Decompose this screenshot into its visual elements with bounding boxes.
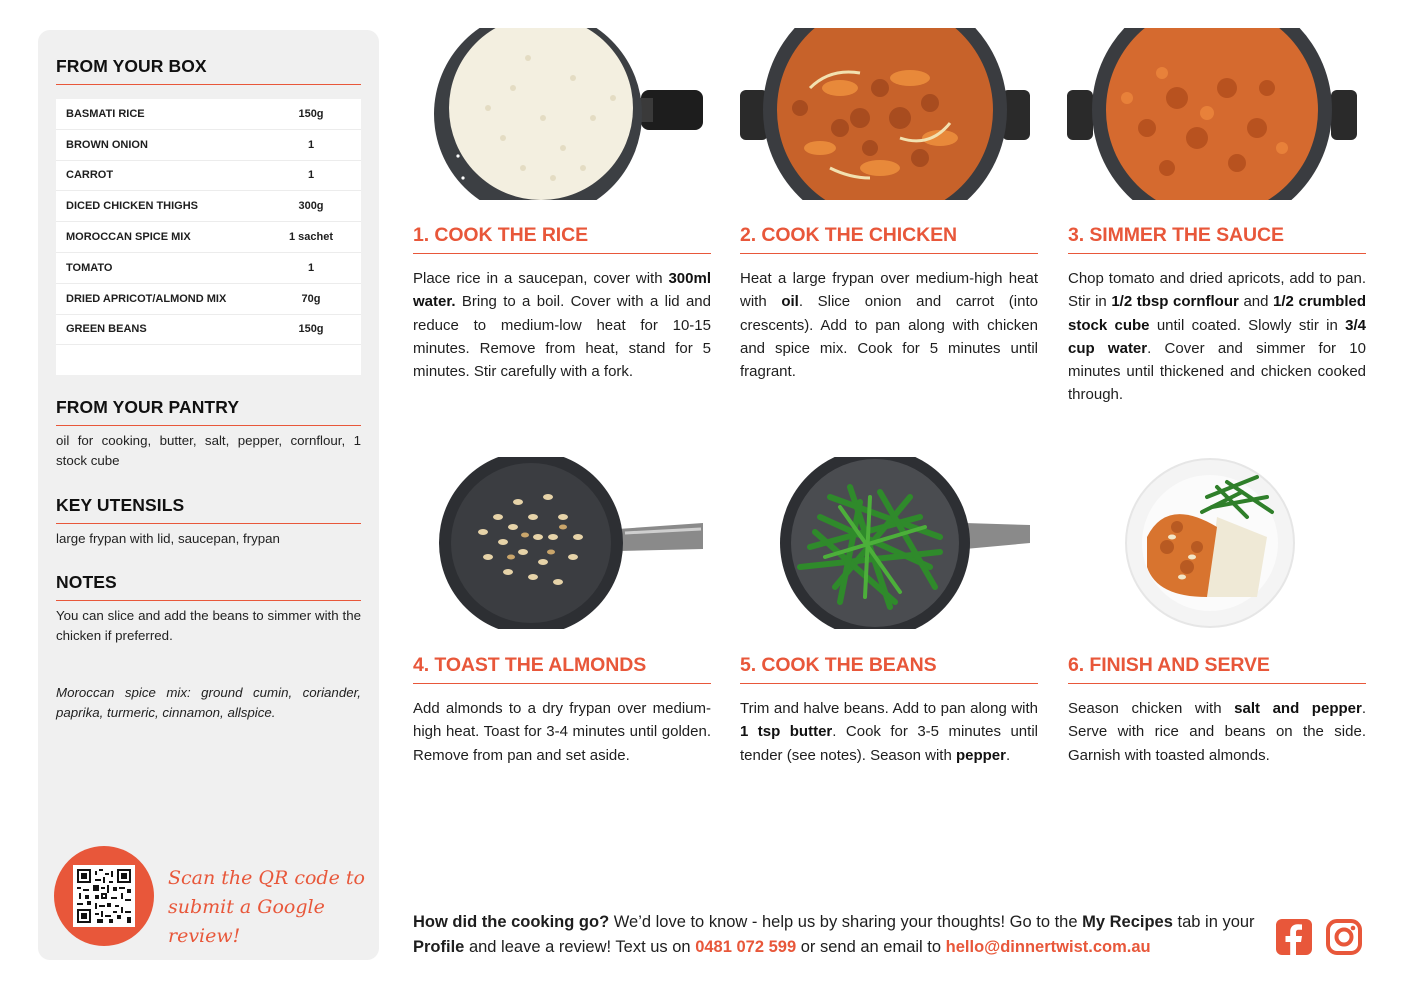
pantry-title: FROM YOUR PANTRY: [56, 397, 361, 426]
step-text: Season chicken with: [1068, 700, 1235, 717]
step-text: Place rice in a saucepan, cover with: [413, 270, 669, 287]
step-highlight: oil: [781, 293, 799, 311]
step-text: Add almonds to a dry frypan over medium-high heat. Toast for 3-4 minutes until golden. Remove from pan and set aside.: [413, 700, 711, 764]
ingredients-table: [56, 99, 361, 375]
my-recipes-link[interactable]: My Recipes: [1082, 913, 1173, 931]
step-5-image: [740, 457, 1030, 629]
step-text: . Slice onion and carrot (into crescents). Add to pan along with chicken and spice mix. Cook for 5 minutes until fragrant.: [740, 293, 1038, 381]
ingredient-name: CARROT: [66, 169, 114, 182]
utensils-text: large frypan with lid, saucepan, frypan: [56, 531, 280, 546]
notes-text: You can slice and add the beans to simmer with the chicken if preferred.: [56, 608, 361, 643]
step-1-title: 1. COOK THE RICE: [413, 224, 711, 254]
step-2-body: [740, 267, 1038, 383]
ingredient-quantity: 300g: [298, 200, 324, 213]
ingredient-quantity: 1: [307, 169, 315, 182]
ingredient-name: DRIED APRICOT/ALMOND MIX: [66, 292, 227, 305]
feedback-text-1: We’d love to know - help us by sharing your thoughts! Go to the: [609, 913, 1083, 931]
step-highlight: 1/2 crumbled stock cube: [1068, 293, 1366, 334]
ingredient-quantity: 70g: [301, 292, 321, 305]
step-text: . Serve with rice and beans on the side. Garnish with toasted almonds.: [1068, 700, 1366, 764]
step-text: .: [1005, 746, 1011, 764]
step-text: Bring to a boil. Cover with a lid and reduce to medium-low heat for 10-15 minutes. Remove from heat, stand for 5 minutes. Stir carefully with a fork.: [413, 293, 711, 381]
ingredient-name: MOROCCAN SPICE MIX: [66, 231, 191, 244]
qr-code-badge[interactable]: [54, 846, 154, 946]
step-highlight: 3/4 cup water: [1068, 316, 1366, 357]
step-highlight: pepper: [955, 746, 1006, 764]
ingredient-row: [56, 161, 361, 192]
pantry-text: oil for cooking, butter, salt, pepper, cornflour, 1 stock cube: [56, 433, 361, 468]
step-highlight: salt and pepper: [1234, 700, 1362, 717]
ingredient-name: DICED CHICKEN THIGHS: [66, 200, 199, 213]
step-5-title: 5. COOK THE BEANS: [740, 654, 1038, 684]
ingredient-name: BASMATI RICE: [66, 107, 145, 120]
facebook-icon[interactable]: [1275, 918, 1313, 956]
qr-caption: [168, 864, 368, 951]
step-4-body: [413, 697, 711, 767]
step-text: Heat a large frypan over medium-high heat with: [740, 270, 1038, 311]
step-text: Chop tomato and dried apricots, add to pan. Stir in: [1068, 270, 1366, 311]
ingredient-row: [56, 315, 361, 346]
feedback-text-4: or send an email to: [796, 938, 946, 956]
step-highlight: 300ml water.: [413, 270, 711, 311]
feedback-text: [413, 910, 1263, 960]
step-2-image: [740, 28, 1030, 200]
step-text: . Cover and simmer for 10 minutes until thickened and chicken cooked through.: [1068, 339, 1366, 404]
ingredient-quantity: 1 sachet: [288, 231, 334, 244]
profile-link[interactable]: Profile: [413, 938, 465, 956]
qr-code-icon: [77, 869, 131, 923]
step-highlight: 1/2 tbsp cornflour: [1111, 293, 1239, 311]
phone-number[interactable]: 0481 072 599: [695, 938, 797, 956]
from-box-title: FROM YOUR BOX: [56, 56, 361, 85]
instagram-icon[interactable]: [1325, 918, 1363, 956]
ingredient-row: [56, 222, 361, 253]
feedback-text-2: tab in your: [1172, 913, 1255, 931]
step-5-body: [740, 697, 1038, 767]
ingredient-quantity: 150g: [298, 107, 324, 120]
step-2-title: 2. COOK THE CHICKEN: [740, 224, 1038, 254]
step-4-title: 4. TOAST THE ALMONDS: [413, 654, 711, 684]
ingredient-row: [56, 191, 361, 222]
feedback-question: How did the cooking go?: [413, 913, 610, 931]
step-1-image: [413, 28, 703, 200]
step-text: Trim and halve beans. Add to pan along with: [740, 700, 1038, 717]
ingredient-quantity: 1: [307, 138, 315, 151]
step-1-body: [413, 267, 711, 383]
ingredient-row: [56, 99, 361, 130]
ingredient-row: [56, 284, 361, 315]
spice-mix-note: Moroccan spice mix: ground cumin, coriander, paprika, turmeric, cinnamon, allspice.: [56, 685, 361, 720]
ingredient-name: TOMATO: [66, 261, 113, 274]
ingredient-row: [56, 130, 361, 161]
qr-caption-line-1: Scan the QR code to: [168, 867, 365, 889]
step-6-title: 6. FINISH AND SERVE: [1068, 654, 1366, 684]
step-3-image: [1067, 28, 1357, 200]
step-6-body: [1068, 697, 1366, 767]
step-text: and: [1238, 293, 1274, 311]
step-text: . Cook for 3-5 minutes until tender (see notes). Season with: [740, 723, 1038, 764]
step-highlight: 1 tsp butter: [740, 723, 833, 741]
qr-code[interactable]: [73, 865, 135, 927]
step-4-image: [413, 457, 703, 629]
ingredient-row: [56, 253, 361, 284]
ingredient-name: BROWN ONION: [66, 138, 148, 151]
step-text: until coated. Slowly stir in: [1149, 316, 1346, 334]
sidebar: [38, 30, 379, 960]
notes-title: NOTES: [56, 572, 361, 601]
ingredient-name: GREEN BEANS: [66, 323, 147, 336]
step-3-title: 3. SIMMER THE SAUCE: [1068, 224, 1366, 254]
qr-caption-line-2: submit a Google review!: [168, 896, 325, 947]
email-link[interactable]: hello@dinnertwist.com.au: [945, 938, 1151, 956]
ingredient-quantity: 150g: [298, 323, 324, 336]
feedback-text-3: and leave a review! Text us on: [464, 938, 696, 956]
ingredient-quantity: 1: [307, 261, 315, 274]
step-6-image: [1067, 457, 1357, 629]
step-3-body: [1068, 267, 1366, 407]
utensils-title: KEY UTENSILS: [56, 495, 361, 524]
